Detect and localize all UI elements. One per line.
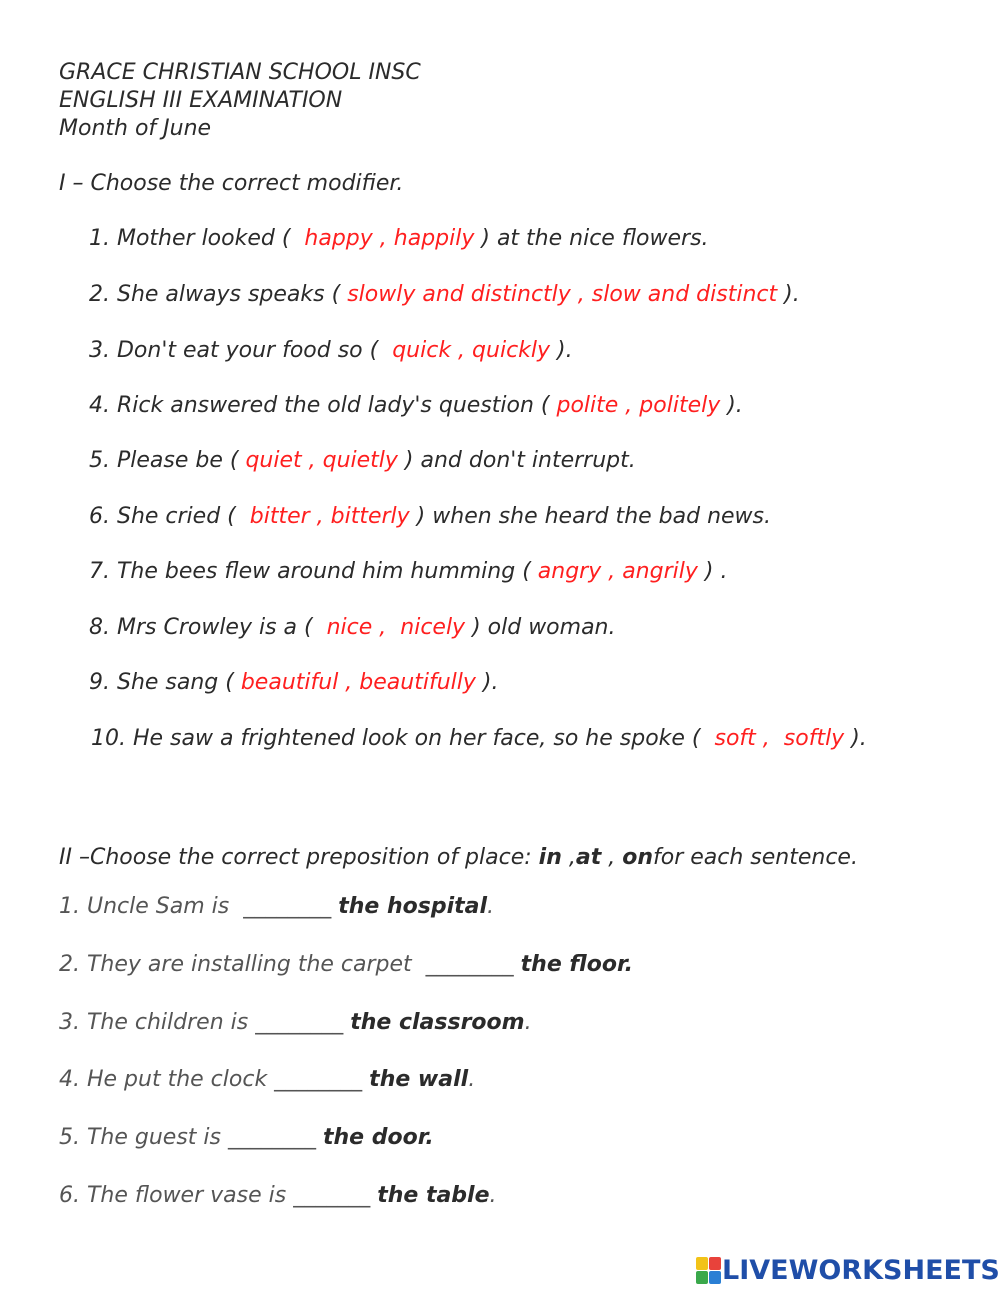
modifier-question-4: 4. Rick answered the old lady's question ( polite , politely ). <box>89 393 743 418</box>
answer-choice[interactable]: quiet , quietly <box>245 448 398 473</box>
modifier-question-8: 8. Mrs Crowley is a ( nice , nicely ) old woman. <box>89 615 616 640</box>
preposition-question-1: 1. Uncle Sam is ________ the hospital. <box>59 894 495 919</box>
preposition-question-2: 2. They are installing the carpet ________ the floor. <box>59 952 634 977</box>
answer-blank[interactable]: 6. The flower vase is _______ <box>59 1183 378 1208</box>
school-name: GRACE CHRISTIAN SCHOOL INSC <box>59 60 421 85</box>
answer-choice[interactable]: slowly and distinctly , slow and distinct <box>347 282 778 307</box>
liveworksheets-logo-icon <box>696 1257 720 1283</box>
answer-choice[interactable]: angry , angrily <box>537 559 698 584</box>
preposition-question-6: 6. The flower vase is _______ the table. <box>59 1183 497 1208</box>
preposition-question-3: 3. The children is ________ the classroom. <box>59 1010 532 1035</box>
exam-month: Month of June <box>59 116 212 141</box>
answer-choice[interactable]: polite , politely <box>556 393 721 418</box>
section1-title: I – Choose the correct modifier. <box>59 171 404 196</box>
answer-blank[interactable]: 1. Uncle Sam is ________ <box>59 894 339 919</box>
modifier-question-2: 2. She always speaks ( slowly and distinctly , slow and distinct ). <box>89 282 800 307</box>
answer-blank[interactable]: 3. The children is ________ <box>59 1010 351 1035</box>
modifier-question-3: 3. Don't eat your food so ( quick , quickly ). <box>89 338 573 363</box>
answer-blank[interactable]: 2. They are installing the carpet ________ <box>59 952 521 977</box>
answer-blank[interactable]: 4. He put the clock ________ <box>59 1067 370 1092</box>
answer-choice[interactable]: soft , softly <box>707 726 845 751</box>
modifier-question-10: 10. He saw a frightened look on her face, so he spoke ( soft , softly ). <box>91 726 867 751</box>
modifier-question-1: 1. Mother looked ( happy , happily ) at the nice flowers. <box>89 226 709 251</box>
answer-choice[interactable]: quick , quickly <box>385 338 551 363</box>
section2-title: II –Choose the correct preposition of place: in ,at , onfor each sentence. <box>59 845 858 870</box>
liveworksheets-logo-text: LIVEWORKSHEETS <box>722 1254 1000 1286</box>
modifier-question-9: 9. She sang ( beautiful , beautifully ). <box>89 670 499 695</box>
modifier-question-5: 5. Please be ( quiet , quietly ) and don't interrupt. <box>89 448 636 473</box>
answer-choice[interactable]: bitter , bitterly <box>242 504 410 529</box>
option-at: at <box>575 845 602 870</box>
answer-choice[interactable]: beautiful , beautifully <box>240 670 476 695</box>
option-in: in <box>538 845 562 870</box>
answer-choice[interactable]: nice , nicely <box>319 615 466 640</box>
exam-title: ENGLISH III EXAMINATION <box>59 88 343 113</box>
preposition-question-5: 5. The guest is ________ the door. <box>59 1125 434 1150</box>
option-on: on <box>622 845 653 870</box>
modifier-question-7: 7. The bees flew around him humming ( angry , angrily ) . <box>89 559 728 584</box>
modifier-question-6: 6. She cried ( bitter , bitterly ) when she heard the bad news. <box>89 504 771 529</box>
liveworksheets-logo[interactable] <box>696 1254 1000 1286</box>
preposition-question-4: 4. He put the clock ________ the wall. <box>59 1067 476 1092</box>
answer-choice[interactable]: happy , happily <box>297 226 475 251</box>
answer-blank[interactable]: 5. The guest is ________ <box>59 1125 323 1150</box>
